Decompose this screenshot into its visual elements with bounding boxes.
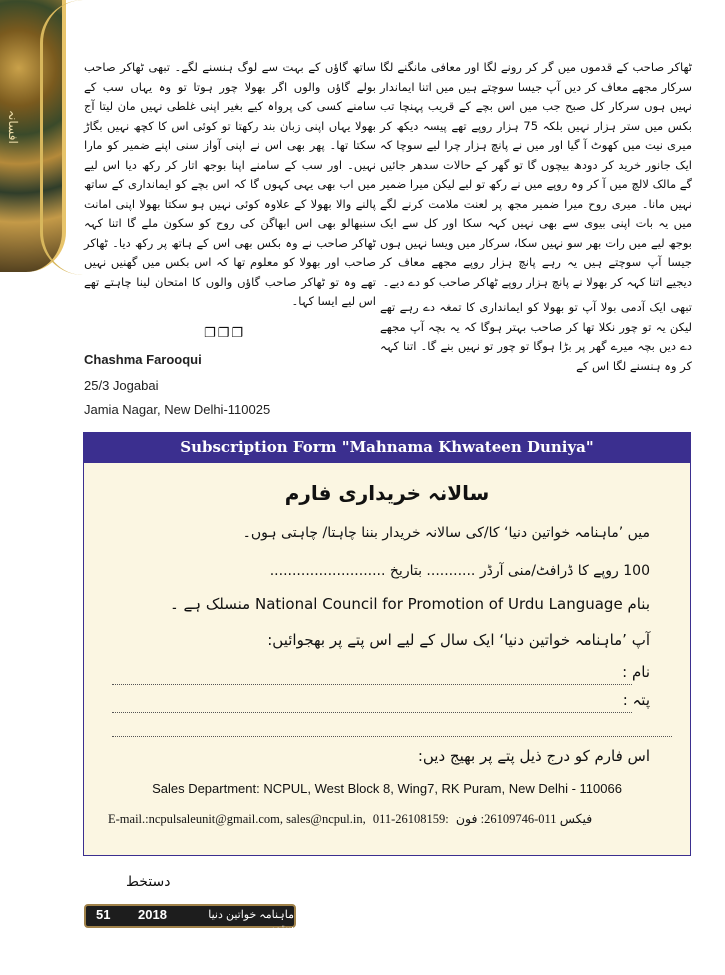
article-paragraph: تبھی ایک آدمی بولا آپ تو بھولا کو ایمانداری کا تمغہ دے رہے تھے لیکن یہ تو چور نکلا تھا کر صاحب بہتر ہوگا کہ یہ بچہ آپ مجھے دے دیں بچہ میرے گھر پر بڑا ہوگا تو چور تو نہیں بنے گا۔ اتنا کہہ کر وہ ہنسنے لگا اس کے <box>380 300 692 373</box>
address-label: پتہ : <box>622 691 650 709</box>
address-field-line-2[interactable] <box>112 735 672 737</box>
form-intent-line: میں ’ماہنامہ خواتین دنیا‘ کا/کی سالانہ خریدار بننا چاہتا/ چاہتی ہوں۔ <box>242 525 650 541</box>
contact-phone: 011-26109746: فون <box>455 812 557 826</box>
name-label: نام : <box>622 663 650 681</box>
form-send-line: آپ ’ماہنامہ خواتین دنیا‘ ایک سال کے لیے اس پتے پر بھجوائیں: <box>267 631 650 649</box>
contact-line <box>108 811 592 827</box>
end-mark: ❐❐❐ <box>204 326 245 341</box>
contact-email: E-mail.:ncpulsaleunit@gmail.com, sales@ncpul.in, <box>108 812 366 826</box>
page-footer <box>84 904 296 934</box>
subscription-form <box>83 462 691 856</box>
form-payee-line: بنام National Council for Promotion of Urdu Language منسلک ہے ۔ <box>169 595 650 613</box>
address-field-line-1[interactable] <box>112 711 632 713</box>
page-number: 51 <box>96 907 111 922</box>
article-column-left <box>84 58 376 312</box>
form-instruction: اس فارم کو درج ذیل پتے پر بھیج دیں: <box>417 747 650 765</box>
sales-address: Sales Department: NCPUL, West Block 8, Wing7, RK Puram, New Delhi - 110066 <box>152 781 622 796</box>
article-paragraph: ٹھاکر صاحب کے قدموں میں گر کر رونے لگا اور معافی مانگنے لگا سرکار مجھے معاف کر دیں آپ جیسا سوچتے ہیں میں اتنا ایماندار نہیں ہوں سرکار کل صبح جب میں اس بچے کے قریب پہنچا تب بکس میں ستر ہزار نہیں بلکہ 75 ہزار روپے تھے پیسہ دیکھ کر میری نیت میں کھوٹ آ گیا اور میں نے پانچ ہزار چرا لیے سوچا کہ ایک جانور خرید کر دودھ بیچوں گا تو گھر کے حالات سدھر جائیں گے مالک لالچ میں آ کر وہ روپے میں نے رکھ تو لیے لیکن میرا ضمیر نہیں مانا۔ میری روح میرا ضمیر مجھ پر لعنت ملامت کرنے لگے میں یہ بات اپنی بیوی سے بھی نہیں کہہ سکا اور کل سے ایک بوجھ لیے میں رات بھر سو نہیں سکا، سرکار میں ویسا نہیں ہوں جیسا آپ سوچتے ہیں یہ رہے پانچ ہزار روپے مجھے معاف کر دیجیے اتنا کہہ کر بھولا نے پانچ ہزار روپے ٹھاکر صاحب کو دے دیے۔ <box>380 60 693 289</box>
author-name: Chashma Farooqui <box>84 352 202 367</box>
name-field[interactable] <box>112 683 632 685</box>
contact-fax: 011-26108159: فیکس <box>372 812 593 826</box>
article-column-right <box>380 58 692 376</box>
author-address-line: Jamia Nagar, New Delhi-110025 <box>84 402 271 417</box>
magazine-name: ماہنامہ خواتین دنیا ستمبر <box>208 909 294 934</box>
form-title: سالانہ خریداری فارم <box>284 481 490 505</box>
author-address-line: 25/3 Jogabai <box>84 378 159 393</box>
section-tag: افسانہ <box>6 110 20 144</box>
form-amount-line: 100 روپے کا ڈرافٹ/منی آرڈر ........... بتاریخ .......................... <box>269 563 650 579</box>
signature-label: دستخط <box>126 874 171 890</box>
issue-year: 2018 <box>138 907 167 922</box>
article-paragraph: ساتھ گاؤں کے بہت سے لوگ ہنسنے لگے۔ تبھی ٹھاکر صاحب بولے گاؤں والوں اگر بھولا چور ہوتا تو وہ یہاں سب کے سامنے کسی کی پرواہ کیے بغیر اپنی غلطی نہیں مان لیتا آج بھولا یہاں اپنی زبان بند رکھتا تو کوئی اس کا کچھ نہیں بگاڑ سکتا تھا۔ پھر بھی اس نے اپنی آواز سنی اپنے ضمیر کو مارا نہیں۔ اور سب کے سامنے اپنا بوجھ اتار کر رکھ دیا اس لیے میں اب بھی یہی کہوں گا کہ اس بچے کو ایمانداری کے ساتھ پالنے والا بھولا کے علاوہ کوئی نہیں ہو سکتا بھولا اپنی امانت سنبھالو بھی اس ابھاگن کی روح کو سکون ملے گا اتنا کہہ ٹھاکر صاحب نے وہ بکس بھی اس کے ہاتھ پر رکھ دیا۔ ٹھاکر صاحب اور بھولا کو معلوم تھا کہ اس بکس میں گھنیں نہیں تھے وہ تو ٹھاکر صاحب گاؤں والوں کا امتحان لینا چاہتے تھے اس لیے ایسا کہا۔ <box>84 60 376 308</box>
decorative-gold-curve <box>40 0 83 275</box>
subscription-form-header: Subscription Form "Mahnama Khwateen Duniya" <box>83 432 691 462</box>
